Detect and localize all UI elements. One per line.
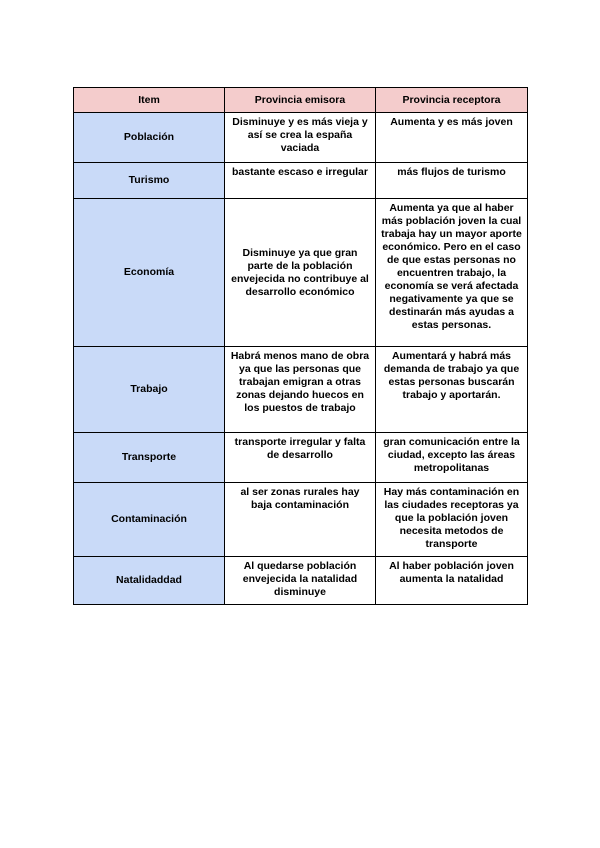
cell-receptora: Aumenta y es más joven xyxy=(376,113,528,163)
header-provincia-emisora: Provincia emisora xyxy=(225,88,376,113)
cell-receptora: Aumentará y habrá más demanda de trabajo ya que estas personas buscarán trabajo y aportarán. xyxy=(376,347,528,433)
table-row xyxy=(74,163,528,199)
table-row xyxy=(74,557,528,605)
row-item-label: Economía xyxy=(74,199,225,347)
table-row xyxy=(74,113,528,163)
table-row xyxy=(74,347,528,433)
header-provincia-receptora: Provincia receptora xyxy=(376,88,528,113)
table-row xyxy=(74,433,528,483)
cell-receptora: gran comunicación entre la ciudad, excepto las áreas metropolitanas xyxy=(376,433,528,483)
row-item-label: Contaminación xyxy=(74,483,225,557)
cell-emisora: Disminuye ya que gran parte de la población envejecida no contribuye al desarrollo económico xyxy=(225,199,376,347)
row-item-label: Natalidaddad xyxy=(74,557,225,605)
cell-emisora: Al quedarse población envejecida la natalidad disminuye xyxy=(225,557,376,605)
cell-receptora: más flujos de turismo xyxy=(376,163,528,199)
row-item-label: Turismo xyxy=(74,163,225,199)
table-row xyxy=(74,483,528,557)
row-item-label: Transporte xyxy=(74,433,225,483)
cell-receptora: Aumenta ya que al haber más población joven la cual trabaja hay un mayor aporte económico. Pero en el caso de que estas personas no encuentren trabajo, la economía se verá afectada negativamente ya que se destinarán más ayudas a estas personas. xyxy=(376,199,528,347)
cell-emisora: transporte irregular y falta de desarrollo xyxy=(225,433,376,483)
table-header-row xyxy=(74,88,528,113)
header-item: Item xyxy=(74,88,225,113)
cell-receptora: Al haber población joven aumenta la natalidad xyxy=(376,557,528,605)
cell-emisora: bastante escaso e irregular xyxy=(225,163,376,199)
row-item-label: Trabajo xyxy=(74,347,225,433)
cell-emisora: al ser zonas rurales hay baja contaminación xyxy=(225,483,376,557)
cell-emisora: Habrá menos mano de obra ya que las personas que trabajan emigran a otras zonas dejando huecos en los puestos de trabajo xyxy=(225,347,376,433)
cell-emisora: Disminuye y es más vieja y así se crea la españa vaciada xyxy=(225,113,376,163)
table-row xyxy=(74,199,528,347)
comparison-table xyxy=(73,87,528,605)
cell-receptora: Hay más contaminación en las ciudades receptoras ya que la población joven necesita metodos de transporte xyxy=(376,483,528,557)
row-item-label: Población xyxy=(74,113,225,163)
